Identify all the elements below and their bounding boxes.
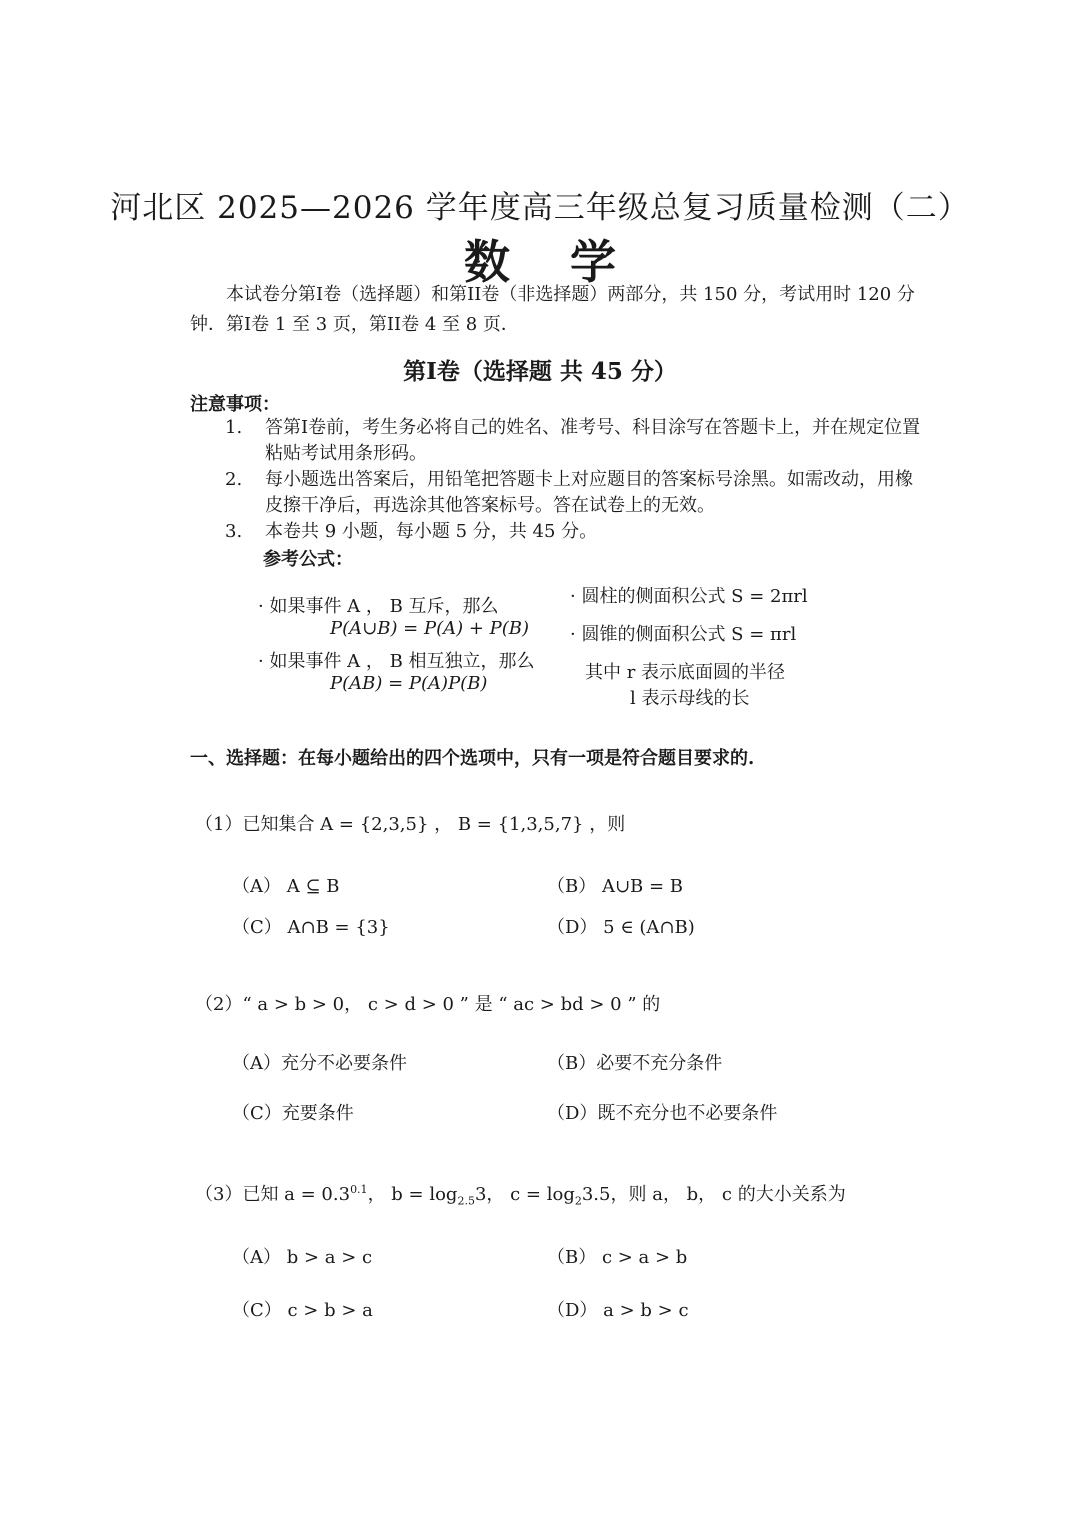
question-2-option-c[interactable]: （C）充要条件: [232, 1103, 354, 1124]
formula-note-slant: l 表示母线的长: [630, 688, 750, 709]
formula-cylinder-area: · 圆柱的侧面积公式 S = 2πrl: [570, 586, 808, 607]
question-1-option-c[interactable]: （C） A∩B = {3}: [232, 917, 390, 938]
question-1-stem: （1）已知集合 A = {2,3,5} ， B = {1,3,5,7} ，则: [195, 814, 626, 835]
note-text: 每小题选出答案后，用铅笔把答题卡上对应题目的答案标号涂黑。如需改动，用橡皮擦干净后，再选涂其他答案标号。答在试卷上的无效。: [265, 469, 913, 516]
formula-exclusive-condition: · 如果事件 A ， B 互斥，那么: [258, 596, 499, 617]
formula-product: P(AB) = P(A)P(B): [330, 673, 488, 694]
exam-intro: 本试卷分第I卷（选择题）和第II卷（非选择题）两部分，共 150 分，考试用时 120 分钟．第I卷 1 至 3 页，第II卷 4 至 8 页．: [190, 284, 915, 335]
question-3-exponent: 0.1: [350, 1183, 368, 1196]
question-3-option-a[interactable]: （A） b > a > c: [232, 1247, 373, 1268]
formula-heading: 参考公式：: [263, 549, 353, 570]
exam-title: 河北区 2025—2026 学年度高三年级总复习质量检测（二）: [110, 190, 970, 226]
question-1-option-d[interactable]: （D） 5 ∈ (A∩B): [547, 917, 695, 938]
notes-heading: 注意事项：: [190, 394, 280, 415]
formula-independent-condition: · 如果事件 A ， B 相互独立，那么: [258, 651, 535, 672]
note-number: 2.: [225, 469, 243, 490]
section-heading: 一、选择题：在每小题给出的四个选项中，只有一项是符合题目要求的.: [190, 748, 755, 769]
question-3-stem-suffix: 3.5，则 a， b， c 的大小关系为: [581, 1184, 846, 1205]
question-3-option-b[interactable]: （B） c > a > b: [547, 1247, 688, 1268]
question-3-option-c[interactable]: （C） c > b > a: [232, 1300, 373, 1321]
question-3-stem: [195, 1180, 846, 1208]
question-1-option-a[interactable]: （A） A ⊆ B: [232, 876, 340, 897]
formula-note-radius: 其中 r 表示底面圆的半径: [585, 662, 786, 683]
question-3-stem-prefix: （3）已知 a = 0.3: [195, 1184, 351, 1205]
subject-title: 数学: [464, 235, 676, 289]
question-3-option-d[interactable]: （D） a > b > c: [547, 1300, 689, 1321]
question-3-log-base-2: 2: [574, 1194, 582, 1208]
question-2-option-a[interactable]: （A）充分不必要条件: [232, 1053, 407, 1074]
note-text: 本卷共 9 小题，每小题 5 分，共 45 分。: [265, 521, 598, 542]
question-2-option-d[interactable]: （D）既不充分也不必要条件: [547, 1103, 778, 1124]
formula-union: P(A∪B) = P(A) + P(B): [330, 618, 530, 639]
question-2-stem: （2）“ a > b > 0， c > d > 0 ” 是 “ ac > bd > 0 ” 的: [195, 994, 661, 1015]
part1-title: 第I卷（选择题 共 45 分）: [403, 358, 677, 385]
question-3-log-base-1: 2.5: [457, 1194, 475, 1208]
formula-cone-area: · 圆锥的侧面积公式 S = πrl: [570, 624, 797, 645]
question-1-option-b[interactable]: （B） A∪B = B: [547, 876, 684, 897]
question-3-stem-mid2: 3， c = log: [474, 1184, 575, 1205]
note-number: 3.: [225, 521, 243, 542]
question-3-stem-mid1: ， b = log: [367, 1184, 458, 1205]
question-2-option-b[interactable]: （B）必要不充分条件: [547, 1053, 723, 1074]
note-text: 答第I卷前，考生务必将自己的姓名、准考号、科目涂写在答题卡上，并在规定位置粘贴考试用条形码。: [265, 417, 921, 464]
note-number: 1.: [225, 417, 243, 438]
